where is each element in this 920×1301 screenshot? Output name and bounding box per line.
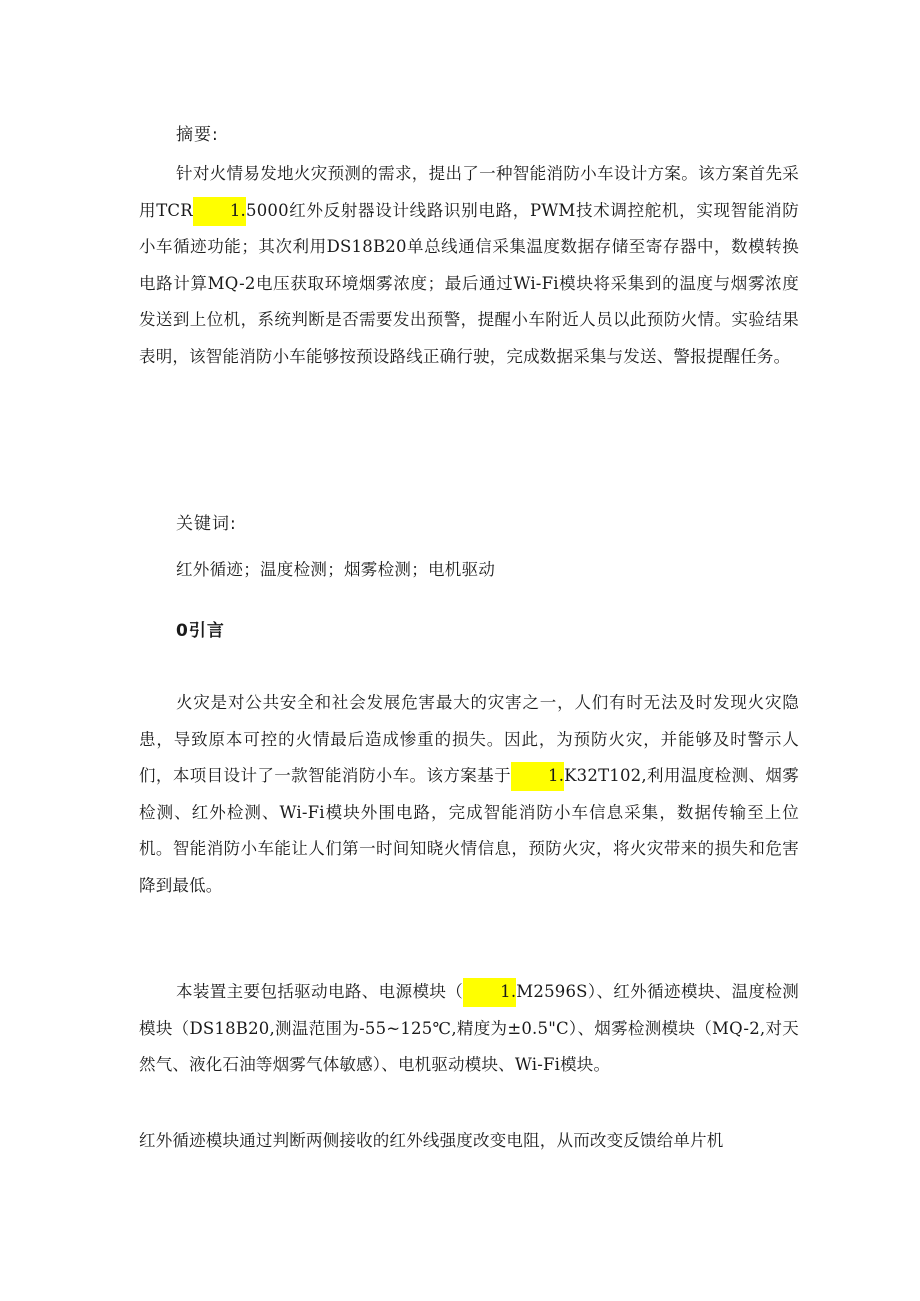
abstract-paragraph — [139, 156, 799, 375]
highlighted-text: 1. — [511, 762, 564, 791]
intro-text-part: 火灾是对公共安全和社会发展危害最大的灾害之一，人们有时无法及时发现火灾隐患，导致原本可控的火情最后造成惨重的损失。因此，为预防火灾，并能够及时警示人们，本项目设计了一款智能消防小车。该方案基于 — [139, 693, 799, 785]
intro-paragraph-1 — [139, 685, 799, 904]
highlighted-text: 1. — [193, 197, 246, 226]
keywords-list: 红外循迹；温度检测；烟雾检测；电机驱动 — [176, 560, 496, 579]
intro-paragraph-2 — [139, 974, 799, 1084]
intro-paragraph-3: 红外循迹模块通过判断两侧接收的红外线强度改变电阻，从而改变反馈给单片机 — [139, 1131, 724, 1150]
abstract-text-part: 5000红外反射器设计线路识别电路，PWM技术调控舵机，实现智能消防小车循迹功能；其次利用DS18B20单总线通信采集温度数据存储至寄存器中，数模转换电路计算MQ-2电压获取环境烟雾浓度；最后通过Wi-Fi模块将采集到的温度与烟雾浓度发送到上位机，系统判断是否需要发出预警，提醒小车附近人员以此预防火情。实验结果表明，该智能消防小车能够按预设路线正确行驶，完成数据采集与发送、警报提醒任务。 — [139, 200, 800, 366]
highlighted-text: 1. — [463, 978, 516, 1007]
intro-text-part: 本装置主要包括驱动电路、电源模块（ — [176, 982, 464, 1001]
abstract-heading: 摘要: — [176, 125, 219, 145]
intro-text-part: M2596S）、红外循迹模块、温度检测模块（DS18B20,测温范围为-55~125℃,精度为±0.5"C）、烟雾检测模块（MQ-2,对天然气、液化石油等烟雾气体敏感）、电机驱动模块、Wi-Fi模块。 — [139, 982, 799, 1074]
keywords-heading: 关键词: — [176, 514, 237, 534]
intro-heading: 0引言 — [176, 621, 225, 641]
intro-text-part: K32T102,利用温度检测、烟雾检测、红外检测、Wi-Fi模块外围电路，完成智能消防小车信息采集，数据传输至上位机。智能消防小车能让人们第一时间知晓火情信息，预防火灾，将火灾带来的损失和危害降到最低。 — [139, 766, 800, 895]
abstract-text-part: 针对火情易发地火灾预测的需求，提出了一种智能消防小车设计方案。该方案首先采用TCR — [139, 164, 799, 220]
